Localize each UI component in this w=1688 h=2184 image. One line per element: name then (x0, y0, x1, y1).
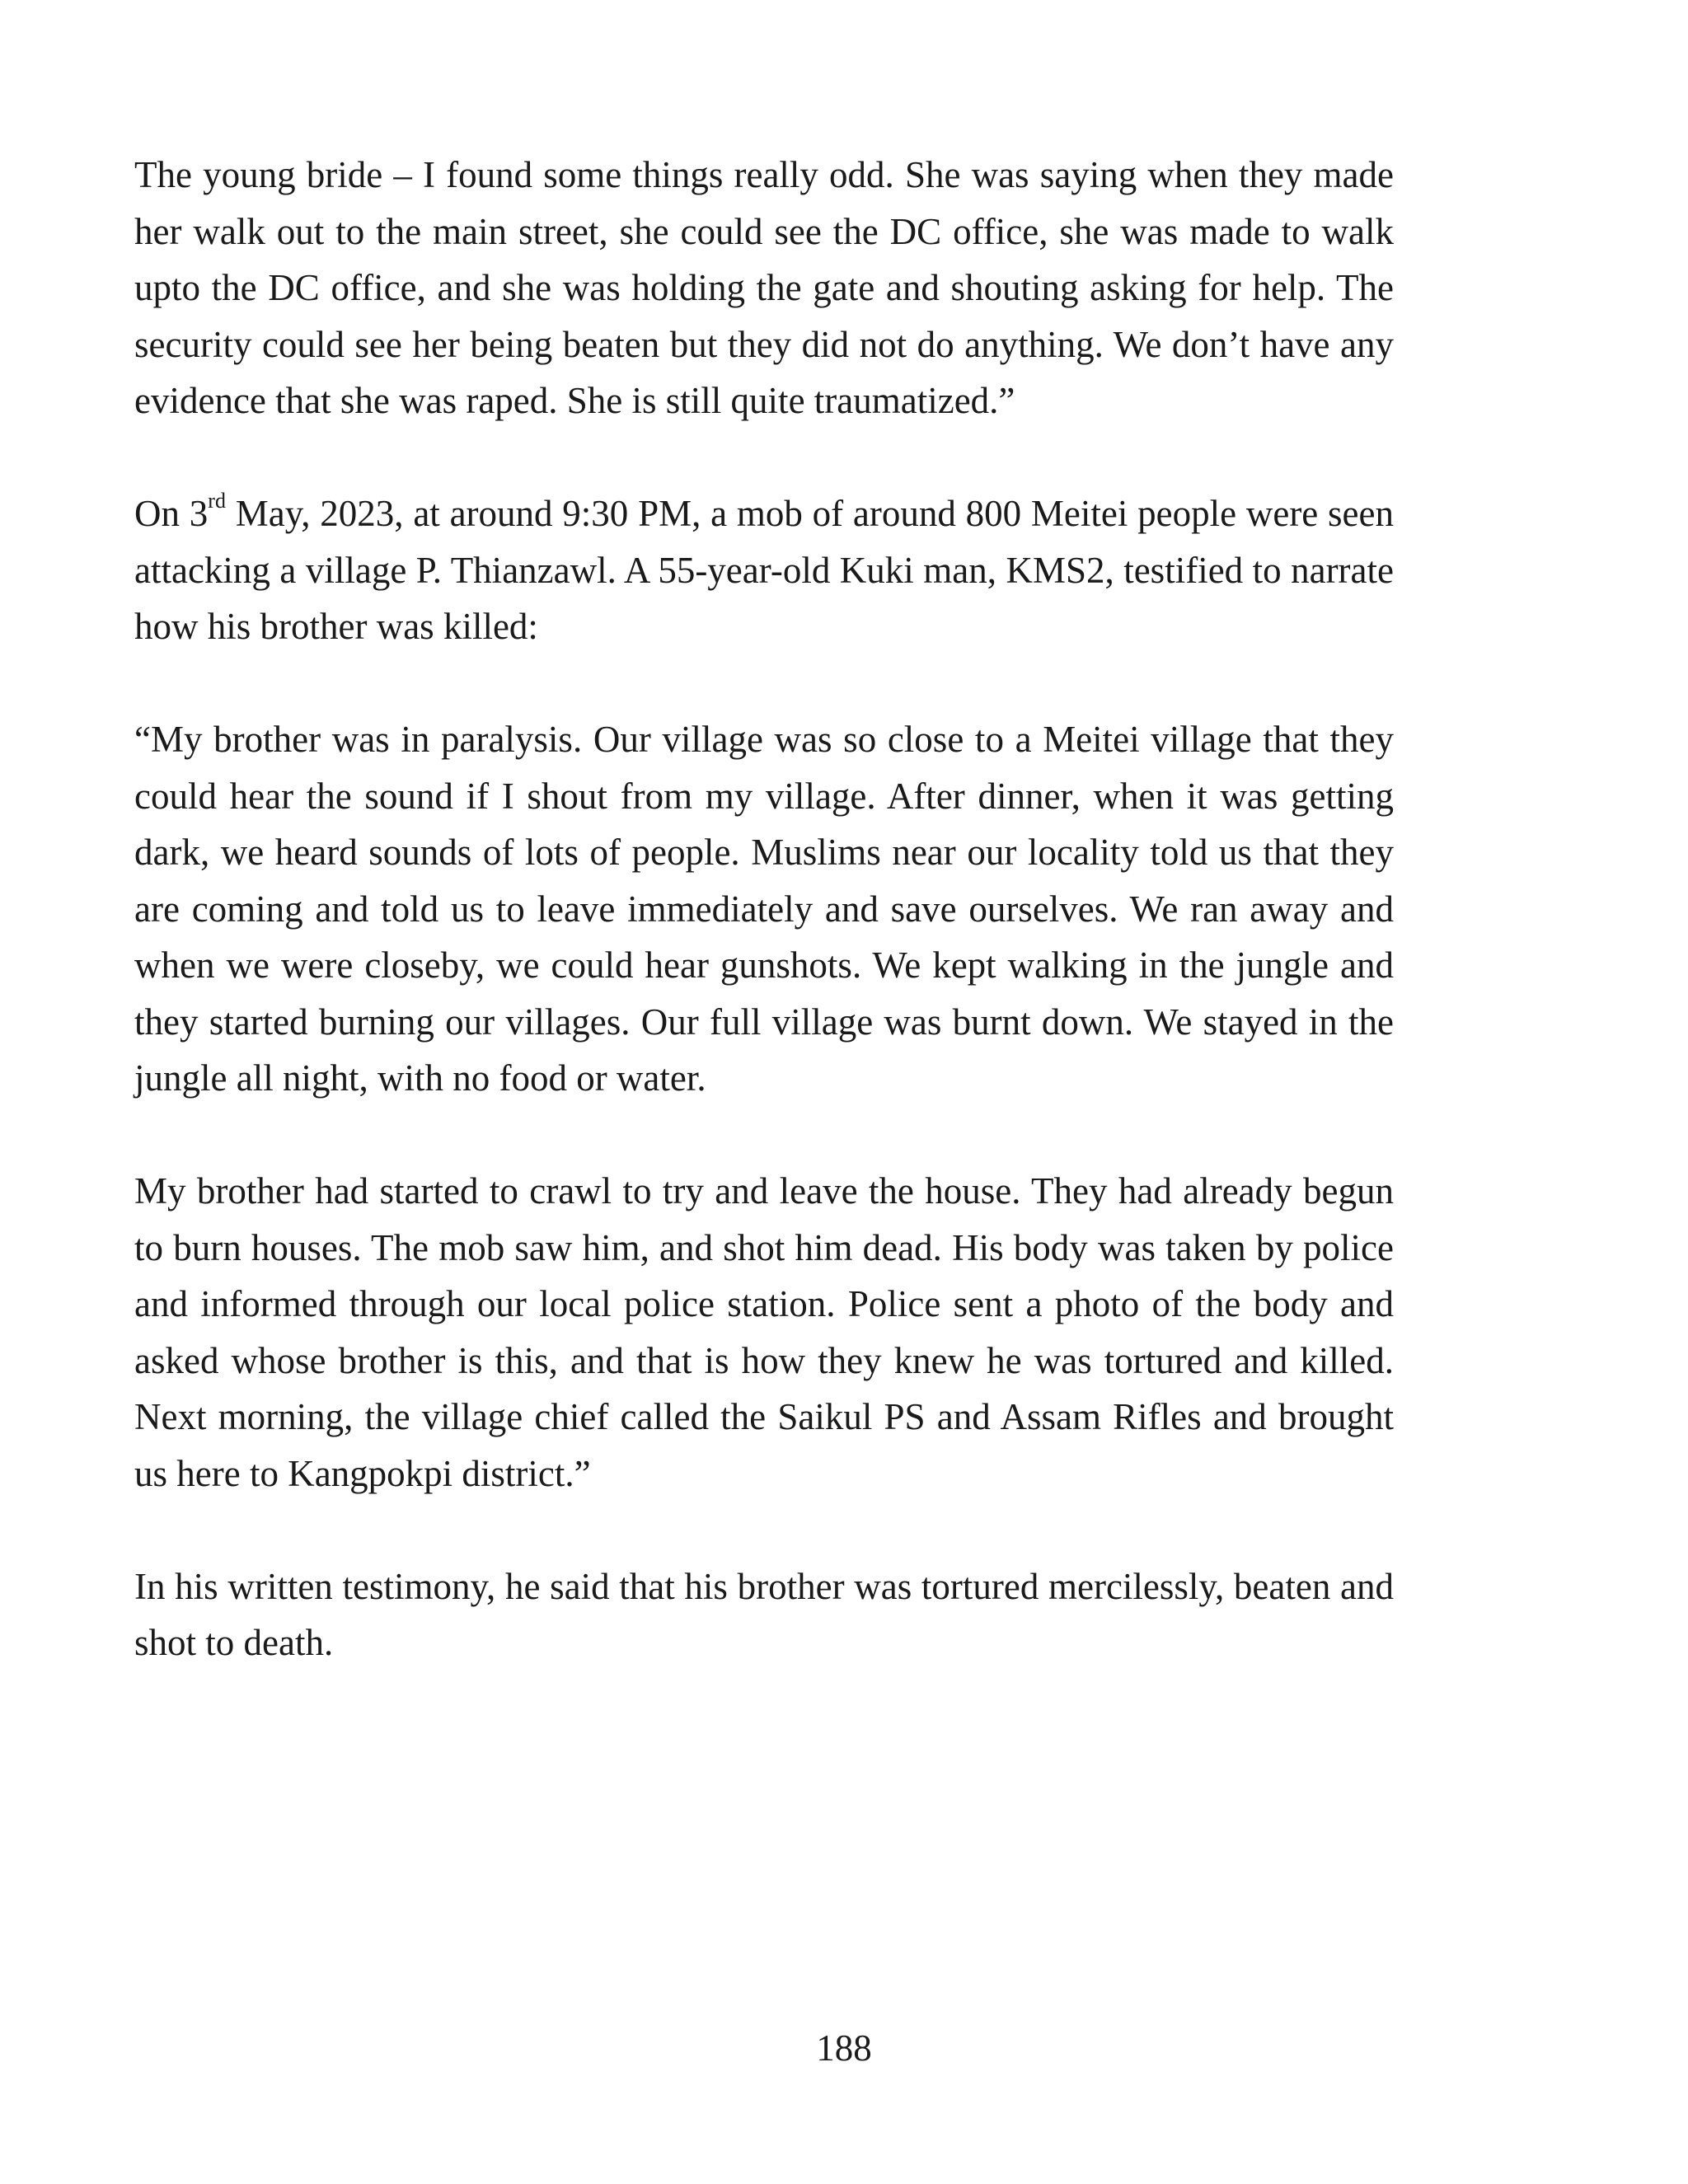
ordinal-suffix: rd (208, 489, 226, 513)
paragraph-written-testimony: In his written testimony, he said that his brother was tortured mercilessly, beaten and shot to death. (134, 1565, 1394, 1663)
paragraph-brother-testimony-2: My brother had started to crawl to try and leave the house. They had already begun to burn houses. The mob saw him, and shot him dead. His body was taken by police and informed through our local police station. Police sent a photo of the body and asked whose brother is this, and that is how they knew he was tortured and killed. Next morning, the village chief called the Saikul PS and Assam Rifles and brought us here to Kangpokpi district.” (134, 1170, 1394, 1494)
paragraph-attack-summary (134, 485, 1394, 655)
paragraph-bride-testimony: The young bride – I found some things really odd. She was saying when they made her walk out to the main street, she could see the DC office, she was made to walk upto the DC office, and she was holding the gate and shouting asking for help. The security could see her being beaten but they did not do anything. We don’t have any evidence that she was raped. She is still quite traumatized.” (134, 154, 1394, 421)
paragraph-brother-testimony-1: “My brother was in paralysis. Our village was so close to a Meitei village that they could hear the sound if I shout from my village. After dinner, when it was getting dark, we heard sounds of lots of people. Muslims near our locality told us that they are coming and told us to leave immediately and save ourselves. We ran away and when we were closeby, we could hear gunshots. We kept walking in the jungle and they started burning our villages. Our full village was burnt down. We stayed in the jungle all night, with no food or water. (134, 719, 1394, 1099)
attack-summary-text: May, 2023, at around 9:30 PM, a mob of around 800 Meitei people were seen attacking a village P. Thianzawl. A 55-year-old Kuki man, KMS2, testified to narrate how his brother was killed: (134, 493, 1395, 647)
page-number: 188 (816, 2027, 872, 2069)
date-prefix: On 3 (134, 493, 209, 534)
body-text (134, 147, 1394, 1671)
